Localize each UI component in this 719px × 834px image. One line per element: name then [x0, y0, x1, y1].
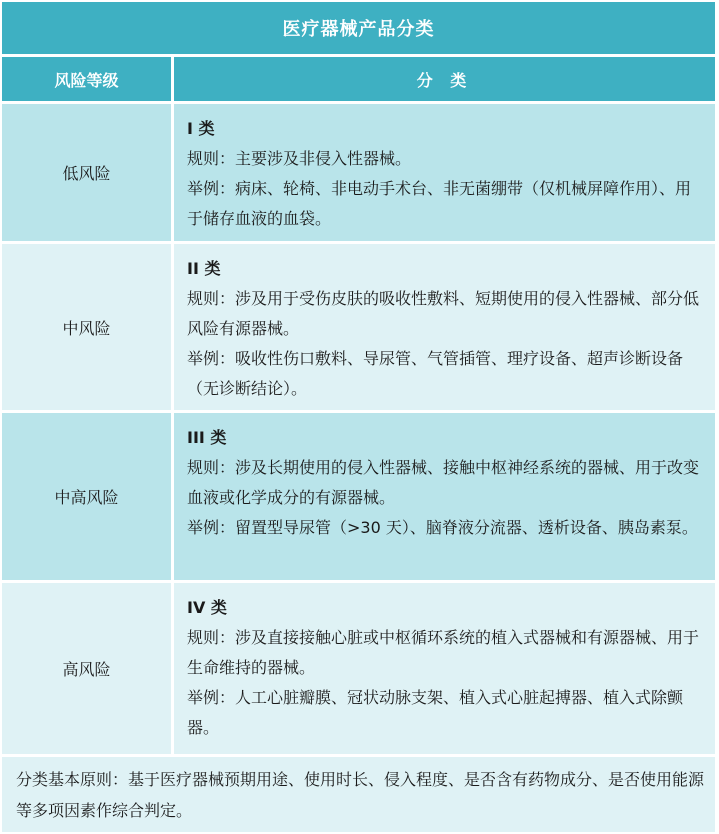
class-label: III 类	[187, 428, 227, 447]
risk-level-cell: 高风险	[2, 583, 171, 754]
header-classification: 分 类	[174, 57, 715, 101]
class-label: II 类	[187, 259, 221, 278]
example-text: 举例：人工心脏瓣膜、冠状动脉支架、植入式心脏起搏器、植入式除颤器。	[187, 688, 684, 737]
risk-level-cell: 中高风险	[2, 413, 171, 580]
table-row-class-1	[2, 104, 715, 241]
table-row-class-3	[2, 413, 715, 580]
risk-level-cell: 中风险	[2, 244, 171, 410]
table-title: 医疗器械产品分类	[2, 2, 715, 54]
example-text: 举例：吸收性伤口敷料、导尿管、气管插管、理疗设备、超声诊断设备（无诊断结论）。	[187, 349, 684, 398]
classification-cell	[174, 413, 715, 580]
rule-text: 规则：涉及直接接触心脏或中枢循环系统的植入式器械和有源器械、用于生命维持的器械。	[187, 628, 700, 677]
classification-cell	[174, 583, 715, 754]
example-text: 举例：病床、轮椅、非电动手术台、非无菌绷带（仅机械屏障作用）、用于储存血液的血袋。	[187, 179, 692, 228]
table-row-class-2	[2, 244, 715, 410]
example-text: 举例：留置型导尿管（>30 天）、脑脊液分流器、透析设备、胰岛素泵。	[187, 518, 698, 537]
classification-cell	[174, 104, 715, 241]
class-label: I 类	[187, 119, 215, 138]
header-risk-level: 风险等级	[2, 57, 171, 101]
classification-cell	[174, 244, 715, 410]
classification-principle-note: 分类基本原则：基于医疗器械预期用途、使用时长、侵入程度、是否含有药物成分、是否使用能源等多项因素作综合判定。	[2, 757, 715, 832]
risk-level-cell: 低风险	[2, 104, 171, 241]
rule-text: 规则：涉及长期使用的侵入性器械、接触中枢神经系统的器械、用于改变血液或化学成分的有源器械。	[187, 458, 700, 507]
rule-text: 规则：主要涉及非侵入性器械。	[187, 149, 412, 168]
rule-text: 规则：涉及用于受伤皮肤的吸收性敷料、短期使用的侵入性器械、部分低风险有源器械。	[187, 289, 700, 338]
class-label: IV 类	[187, 598, 227, 617]
table-row-class-4	[2, 583, 715, 754]
